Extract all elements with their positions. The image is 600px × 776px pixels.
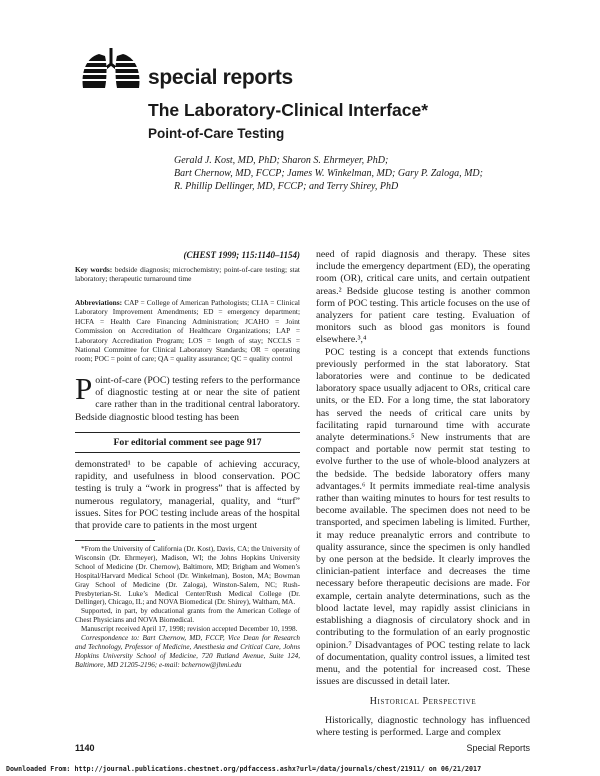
body-paragraph: POC testing is a concept that extends functions previously performed in the stat laboratory. Stat laboratories were and continue to be dedicated laboratory space usually adjacent to ORs, critical care units, or the ED. For a long time, the stat laboratory has served the needs of critical care units by facilitating rapid turnaround time with accurate analyte determinations.⁵ New instruments that are compact and portable now permit stat testing to evolve further to the use of whole-blood analyzers at the bedside. The bedside laboratory offers many advantages.⁶ It permits immediate real-time analysis rather than waiting minutes to hours for test results to become available. The specimen does not need to be transported, and specimen labeling is limited. Further, it may reduce preanalytic errors and contribute to quality assurance, since the specimen is only handled by one person at the bedside. It clearly improves the clinician-patient interface and decreases the time necessary before therapeutic decisions are made. For example, certain analyte determinations, such as the blood lactate level, may rapidly assist clinicians in establishing a diagnosis of circulatory shock and in contributing to the formulation of an early prognostic opinion.⁷ Disadvantages of POC testing relate to lack of documentation, quality control issues, a limited test menu, and the potential for increased cost. These issues are discussed in detail later. (316, 346, 530, 688)
editorial-note: For editorial comment see page 917 (75, 432, 300, 453)
intro-paragraph (75, 371, 300, 424)
footnote-correspondence: Correspondence to: Bart Chernow, MD, FCCP, Vice Dean for Research and Technology, Professor of Medicine, Anesthesia and Critical Care, Johns Hopkins University School of Medicine, 720 Rutland Avenue, Suite 124, Baltimore, MD 21205-2196; e-mail: bchernow@jhmi.edu (75, 634, 300, 669)
running-title: Special Reports (466, 743, 530, 753)
section-label: special reports (148, 66, 293, 89)
keywords (75, 265, 300, 284)
footnote-affiliations: *From the University of California (Dr. Kost), Davis, CA; the University of Wisconsin (Dr. Ehrmeyer), Madison, WI; the Johns Hopkins University School of Medicine (Dr. Chernow), Baltimore, MD; Brigham and Women’s Hospital/Harvard Medical School (Dr. Winkelman), Boston, MA; Bowman Gray School of Medicine (Dr. Zaloga), Winston-Salem, NC; Rush-Presbyterian-St. Luke’s Medical Center/Rush Medical College (Dr. Dellinger), Chicago, IL; and NOVA Biomedical (Dr. Shirey), Waltham, MA. (75, 545, 300, 607)
abbreviations-text: CAP = College of American Pathologists; CLIA = Clinical Laboratory Improvement Amendments; ED = emergency department; HCFA = Health Care Financing Administration; JCAHO = Joint Commission on Accreditation of Healthcare Organizations; LAP = Laboratory Accreditation Program; LOS = length of stay; NCCLS = National Committee for Clinical Laboratory Standards; OR = operating room; POC = point of care; QA = quality assurance; QC = quality control (75, 298, 300, 364)
section-heading: Historical Perspective (369, 696, 477, 708)
journal-logo (77, 44, 145, 92)
body-paragraph: Historically, diagnostic technology has influenced where testing is performed. Large and complex (316, 714, 530, 738)
lungs-icon (77, 44, 145, 92)
left-body-text: demonstrated¹ to be capable of achieving accuracy, rapidity, and usefulness in blood conservation. POC testing is truly a “work in progress” that is affected by numerous regulatory, managerial, quality, and “turf” issues. Sites for POC testing include areas of the hospital that provide care to patients in the most urgent (75, 459, 300, 532)
author-line: Gerald J. Kost, MD, PhD; Sharon S. Ehrmeyer, PhD; (174, 155, 389, 166)
abbreviations (75, 298, 300, 364)
intro-text: oint-of-care (POC) testing refers to the performance of diagnostic testing at or near the site of patient care rather than in the traditional central laboratory. Bedside diagnostic blood testing has been (75, 375, 300, 423)
keywords-text: bedside diagnosis; microchemistry; point-of-care testing; stat laboratory; therapeutic turnaround time (75, 265, 300, 284)
footnote-manuscript: Manuscript received April 17, 1998; revision accepted December 10, 1998. (81, 625, 298, 634)
page-number: 1140 (75, 743, 95, 753)
article-subtitle: Point-of-Care Testing (148, 126, 285, 141)
footnote-divider (75, 540, 155, 541)
author-line: Bart Chernow, MD, FCCP; James W. Winkelman, MD; Gary P. Zaloga, MD; (174, 168, 483, 179)
author-line: R. Phillip Dellinger, MD, FCCP; and Terry Shirey, PhD (174, 181, 399, 192)
abbreviations-label: Abbreviations: (75, 298, 123, 307)
footnotes (75, 545, 300, 670)
keywords-label: Key words: (75, 265, 113, 274)
footnote-support: Supported, in part, by educational grants from the American College of Chest Physicians and NOVA Biomedical. (75, 607, 300, 625)
body-paragraph: need of rapid diagnosis and therapy. These sites include the emergency department (ED), the operating room (OR), critical care units, and certain outpatient areas.² Bedside glucose testing is another common form of POC testing. This article focuses on the use of analyzers for patient care testing. Evaluation of monitors such as blood gas monitors is found elsewhere.³,⁴ (316, 249, 530, 346)
right-column (316, 249, 530, 739)
author-list (174, 154, 534, 193)
article-title: The Laboratory-Clinical Interface* (148, 100, 429, 120)
citation: (CHEST 1999; 115:1140–1154) (183, 250, 300, 260)
drop-cap: P (75, 371, 93, 406)
download-line: Downloaded From: http://journal.publications.chestnet.org/pdfaccess.ashx?url=/data/journals/chest/21911/ on 06/21/2017 (6, 765, 482, 773)
